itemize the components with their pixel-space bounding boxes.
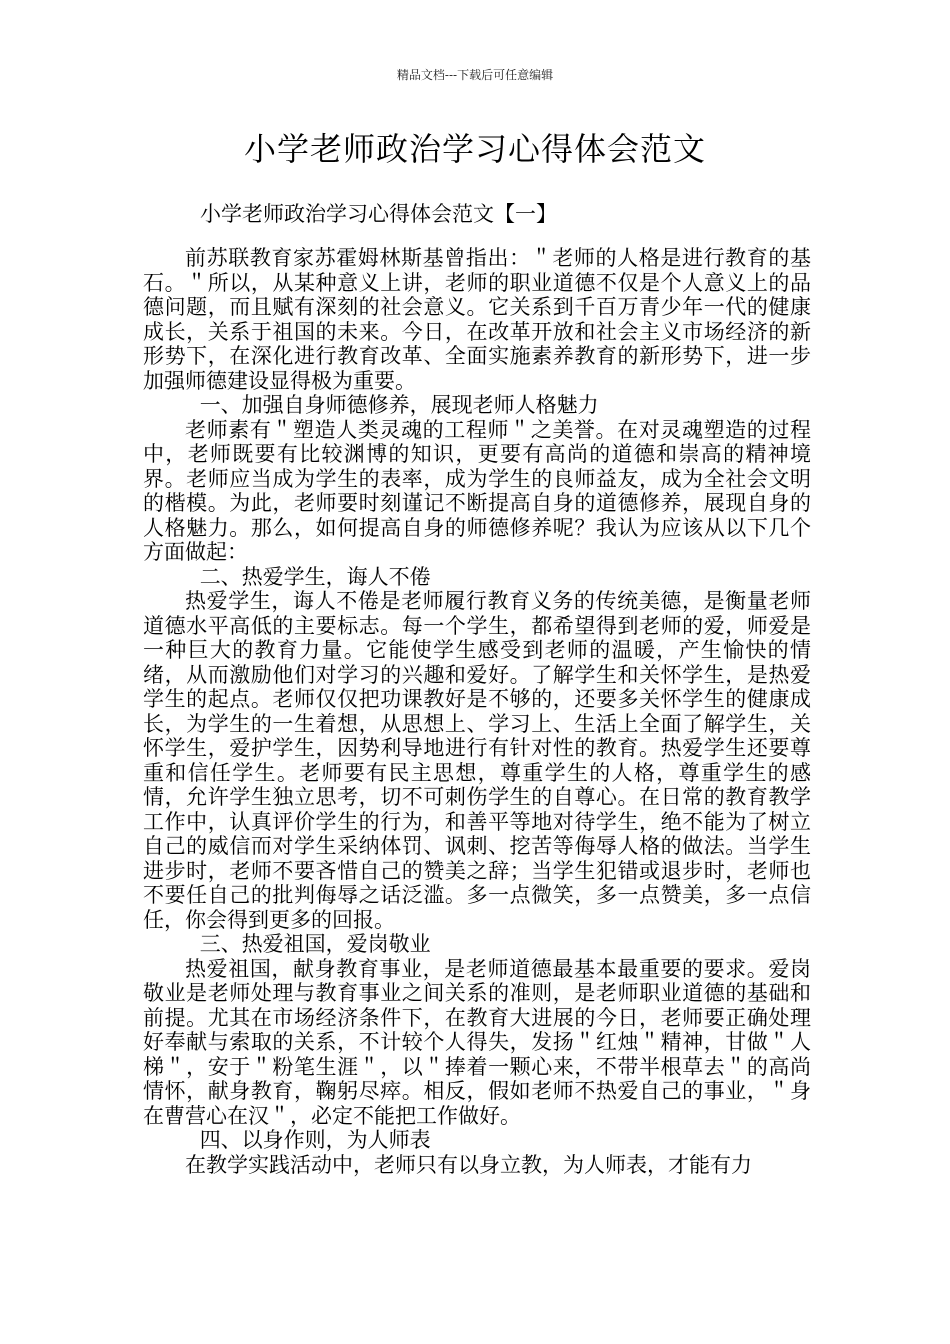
paragraph-intro: 前苏联教育家苏霍姆林斯基曾指出：＂老师的人格是进行教育的基石。＂所以，从某种意义上讲，老师的职业道德不仅是个人意义上的品德问题，而且赋有深刻的社会意义。它关系到千百万青少年一代的健康成长，关系于祖国的未来。今日，在改革开放和社会主义市场经济的新形势下，在深化进行教育改革、全面实施素养教育的新形势下，进一步加强师德建设显得极为重要。 [143,246,811,393]
document-title: 小学老师政治学习心得体会范文 [243,130,706,168]
section-heading-1: 一、加强自身师德修养，展现老师人格魅力 [199,393,599,417]
section-heading-4: 四、以身作则，为人师表 [199,1128,431,1152]
document-body [143,246,811,1177]
paragraph-3: 热爱祖国，献身教育事业，是老师道德最基本最重要的要求。爱岗敬业是老师处理与教育事业之间关系的准则，是老师职业道德的基础和前提。尤其在市场经济条件下，在教育大进展的今日，老师要正确处理好奉献与索取的关系，不计较个人得失，发扬＂红烛＂精神，甘做＂人梯＂，安于＂粉笔生涯＂，以＂捧着一颗心来，不带半根草去＂的高尚情怀，献身教育，鞠躬尽瘁。相反，假如老师不热爱自己的事业，＂身在曹营心在汉＂，必定不能把工作做好。 [143,956,811,1128]
section-heading-2: 二、热爱学生，诲人不倦 [199,564,431,589]
paragraph-1: 老师素有＂塑造人类灵魂的工程师＂之美誉。在对灵魂塑造的过程中，老师既要有比较渊博的知识，更要有高尚的道德和崇高的精神境界。老师应当成为学生的表率，成为学生的良师益友，成为全社会文明的楷模。为此，老师要时刻谨记不断提高自身的道德修养，展现自身的人格魅力。那么，如何提高自身的师德修养呢？我认为应该从以下几个方面做起： [143,417,811,564]
section-subtitle: 小学老师政治学习心得体会范文【一】 [200,202,557,226]
section-heading-3: 三、热爱祖国，爱岗敬业 [199,932,431,956]
paragraph-2: 热爱学生，诲人不倦是老师履行教育义务的传统美德，是衡量老师道德水平高低的主要标志。每一个学生，都希望得到老师的爱，师爱是一种巨大的教育力量。它能使学生感受到老师的温暖，产生愉快的情绪，从而激励他们对学习的兴趣和爱好。了解学生和关怀学生，是热爱学生的起点。老师仅仅把功课教好是不够的，还要多关怀学生的健康成长，为学生的一生着想，从思想上、学习上、生活上全面了解学生，关怀学生，爱护学生，因势利导地进行有针对性的教育。热爱学生还要尊重和信任学生。老师要有民主思想，尊重学生的人格，尊重学生的感情，允许学生独立思考，切不可刺伤学生的自尊心。在日常的教育教学工作中，认真评价学生的行为，和善平等地对待学生，绝不能为了树立自己的威信而对学生采纳体罚、讽刺、挖苦等侮辱人格的做法。当学生进步时，老师不要吝惜自己的赞美之辞；当学生犯错或退步时，老师也不要任自己的批判侮辱之话泛滥。多一点微笑，多一点赞美，多一点信任，你会得到更多的回报。 [143,589,811,932]
paragraph-4: 在教学实践活动中，老师只有以身立教，为人师表，才能有力 [185,1152,752,1177]
page-header-note: 精品文档---下载后可任意编辑 [396,68,554,82]
